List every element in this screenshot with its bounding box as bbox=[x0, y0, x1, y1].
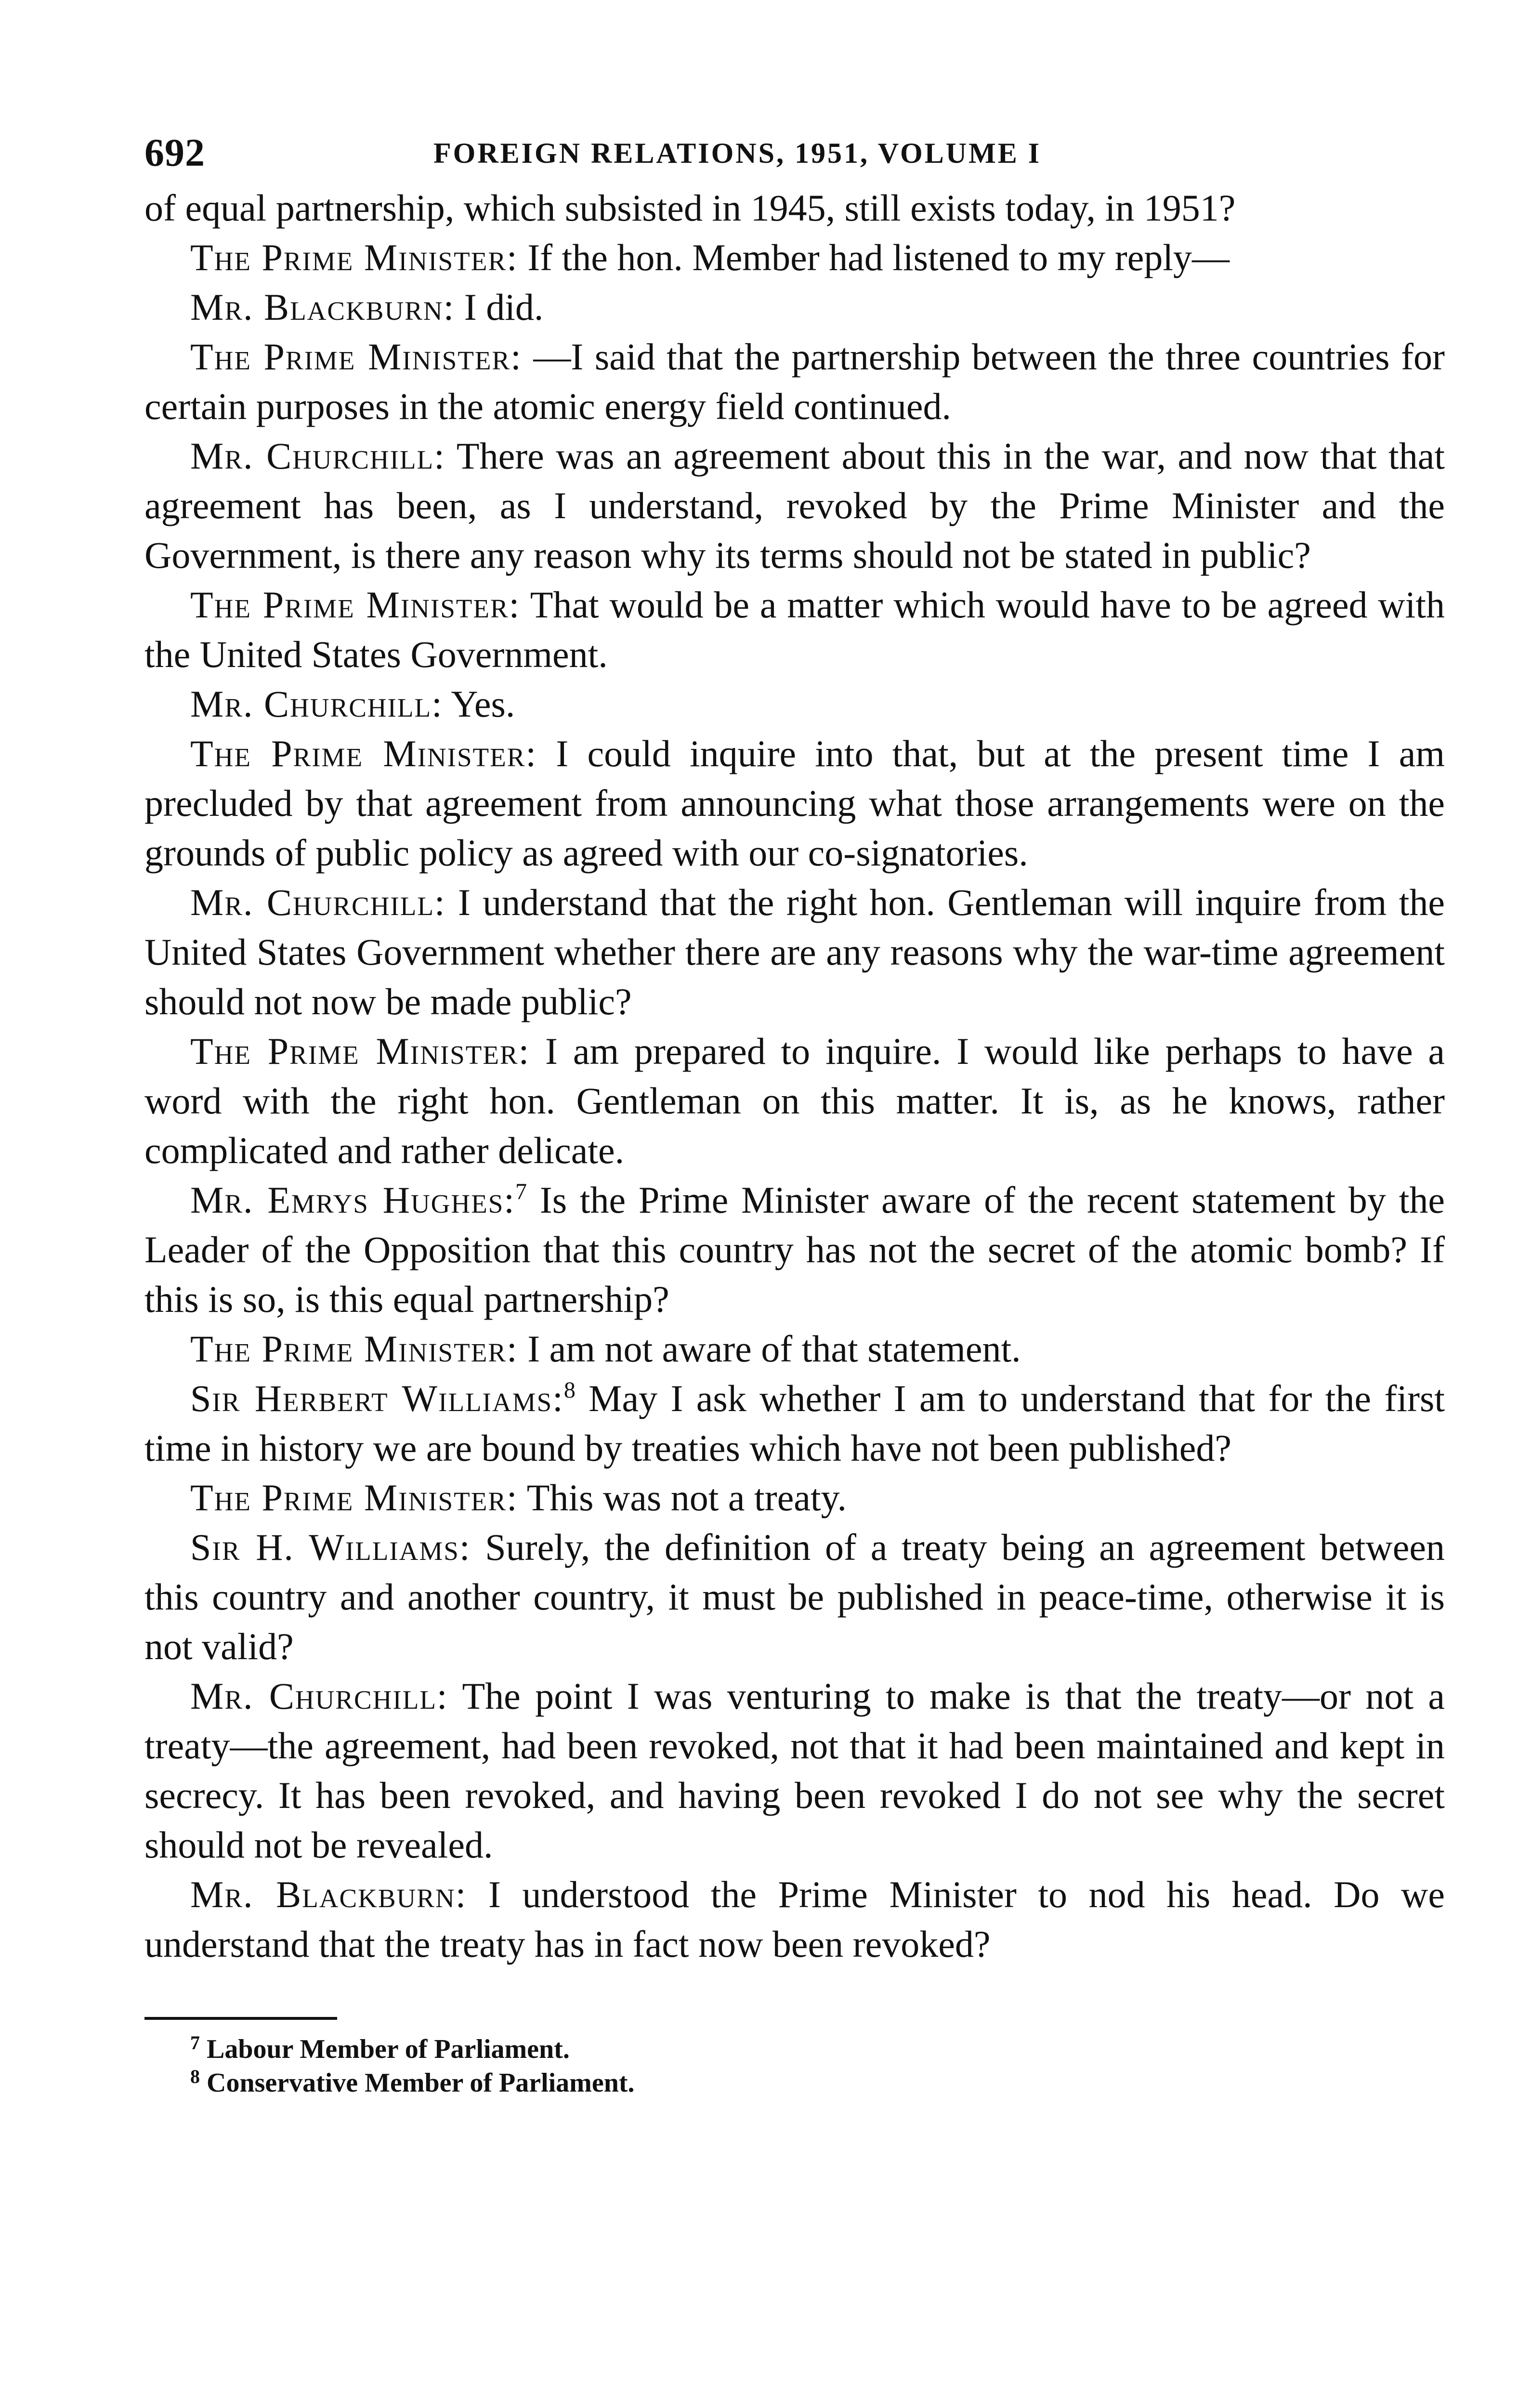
paragraph-text: I did. bbox=[455, 286, 544, 328]
document-page bbox=[144, 130, 1445, 2100]
speaker-name: The Prime Minister: bbox=[190, 336, 522, 378]
paragraph bbox=[144, 1026, 1445, 1175]
speaker-name: The Prime Minister: bbox=[190, 1030, 530, 1072]
speaker-name: Mr. Churchill: bbox=[190, 683, 443, 725]
paragraph-text: Surely, the definition of a treaty being an agreement between this country and another country, it must be published in peace-time, otherwise it is not valid? bbox=[144, 1526, 1445, 1667]
paragraph bbox=[144, 1522, 1445, 1671]
paragraph bbox=[144, 332, 1445, 431]
paragraph bbox=[144, 1870, 1445, 1969]
body-text bbox=[144, 183, 1445, 1969]
footnote-text: Labour Member of Parliament. bbox=[207, 2034, 570, 2064]
speaker-name: Sir Herbert Williams: bbox=[190, 1377, 564, 1419]
paragraph-text: There was an agreement about this in the war, and now that that agreement has been, as I understand, revoked by the Prime Minister and the Government, is there any reason why its terms should not be stated in public? bbox=[144, 435, 1445, 576]
paragraph bbox=[144, 877, 1445, 1026]
paragraph-text: I understand that the right hon. Gentleman will inquire from the United States Government whether there are any reasons why the war-time agreement should not now be made public? bbox=[144, 881, 1445, 1022]
speaker-name: The Prime Minister: bbox=[190, 733, 537, 774]
paragraph bbox=[144, 729, 1445, 877]
paragraph bbox=[144, 1175, 1445, 1324]
speaker-name: Mr. Blackburn: bbox=[190, 1873, 467, 1915]
paragraph-text: That would be a matter which would have to be agreed with the United States Government. bbox=[144, 584, 1445, 675]
paragraph bbox=[144, 431, 1445, 580]
speaker-name: Mr. Churchill: bbox=[190, 881, 446, 923]
page-number: 692 bbox=[144, 131, 205, 174]
paragraph-text: I am not aware of that statement. bbox=[518, 1328, 1021, 1370]
footnote-mark: 7 bbox=[190, 2032, 200, 2054]
running-head bbox=[144, 130, 1445, 183]
footnote-text: Conservative Member of Parliament. bbox=[207, 2068, 635, 2098]
paragraph-text: I could inquire into that, but at the present time I am precluded by that agreement from announcing what those arrangements were on the grounds of public policy as agreed with our co-signatories. bbox=[144, 733, 1445, 874]
paragraph bbox=[144, 1473, 1445, 1522]
paragraph-text: Yes. bbox=[443, 683, 515, 725]
speaker-name: Sir H. Williams: bbox=[190, 1526, 471, 1568]
paragraph-text: If the hon. Member had listened to my reply— bbox=[518, 236, 1230, 278]
footnote-reference: 7 bbox=[515, 1179, 527, 1204]
paragraph bbox=[144, 1324, 1445, 1374]
footnote-mark: 8 bbox=[190, 2066, 200, 2087]
paragraph bbox=[144, 282, 1445, 332]
speaker-name: Mr. Emrys Hughes: bbox=[190, 1179, 515, 1221]
paragraph-text: of equal partnership, which subsisted in 1945, still exists today, in 1951? bbox=[144, 187, 1236, 229]
running-head-title: FOREIGN RELATIONS, 1951, VOLUME I bbox=[433, 137, 1042, 169]
speaker-name: The Prime Minister: bbox=[190, 236, 518, 278]
paragraph-text: I am prepared to inquire. I would like perhaps to have a word with the right hon. Gentleman on this matter. It is, as he knows, rather complicated and rather delicate. bbox=[144, 1030, 1445, 1171]
footnotes bbox=[144, 2032, 1445, 2100]
speaker-name: The Prime Minister: bbox=[190, 584, 521, 626]
paragraph-text: Is the Prime Minister aware of the recent statement by the Leader of the Opposition that this country has not the secret of the atomic bomb? If this is so, is this equal partnership? bbox=[144, 1179, 1445, 1320]
paragraph bbox=[144, 1374, 1445, 1473]
paragraph bbox=[144, 1671, 1445, 1870]
paragraph bbox=[144, 679, 1445, 729]
paragraph-text: May I ask whether I am to understand that for the first time in history we are bound by treaties which have not been published? bbox=[144, 1377, 1445, 1469]
speaker-name: The Prime Minister: bbox=[190, 1477, 518, 1518]
footnote bbox=[144, 2066, 1445, 2100]
footnote bbox=[144, 2032, 1445, 2066]
speaker-name: Mr. Blackburn: bbox=[190, 286, 455, 328]
footnote-reference: 8 bbox=[563, 1377, 576, 1403]
paragraph bbox=[144, 233, 1445, 282]
footnote-divider bbox=[144, 2017, 337, 2020]
speaker-name: Mr. Churchill: bbox=[190, 1675, 448, 1717]
paragraph-text: I understood the Prime Minister to nod his head. Do we understand that the treaty has in fact now been revoked? bbox=[144, 1873, 1445, 1965]
paragraph-text: The point I was venturing to make is that the treaty—or not a treaty—the agreement, had been revoked, not that it had been maintained and kept in secrecy. It has been revoked, and having been revoked I do not see why the secret should not be revealed. bbox=[144, 1675, 1445, 1866]
paragraph-text: —I said that the partnership between the three countries for certain purposes in the atomic energy field continued. bbox=[144, 336, 1445, 427]
speaker-name: The Prime Minister: bbox=[190, 1328, 518, 1370]
speaker-name: Mr. Churchill: bbox=[190, 435, 445, 477]
paragraph bbox=[144, 183, 1445, 233]
paragraph-text: This was not a treaty. bbox=[518, 1477, 847, 1518]
paragraph bbox=[144, 580, 1445, 679]
